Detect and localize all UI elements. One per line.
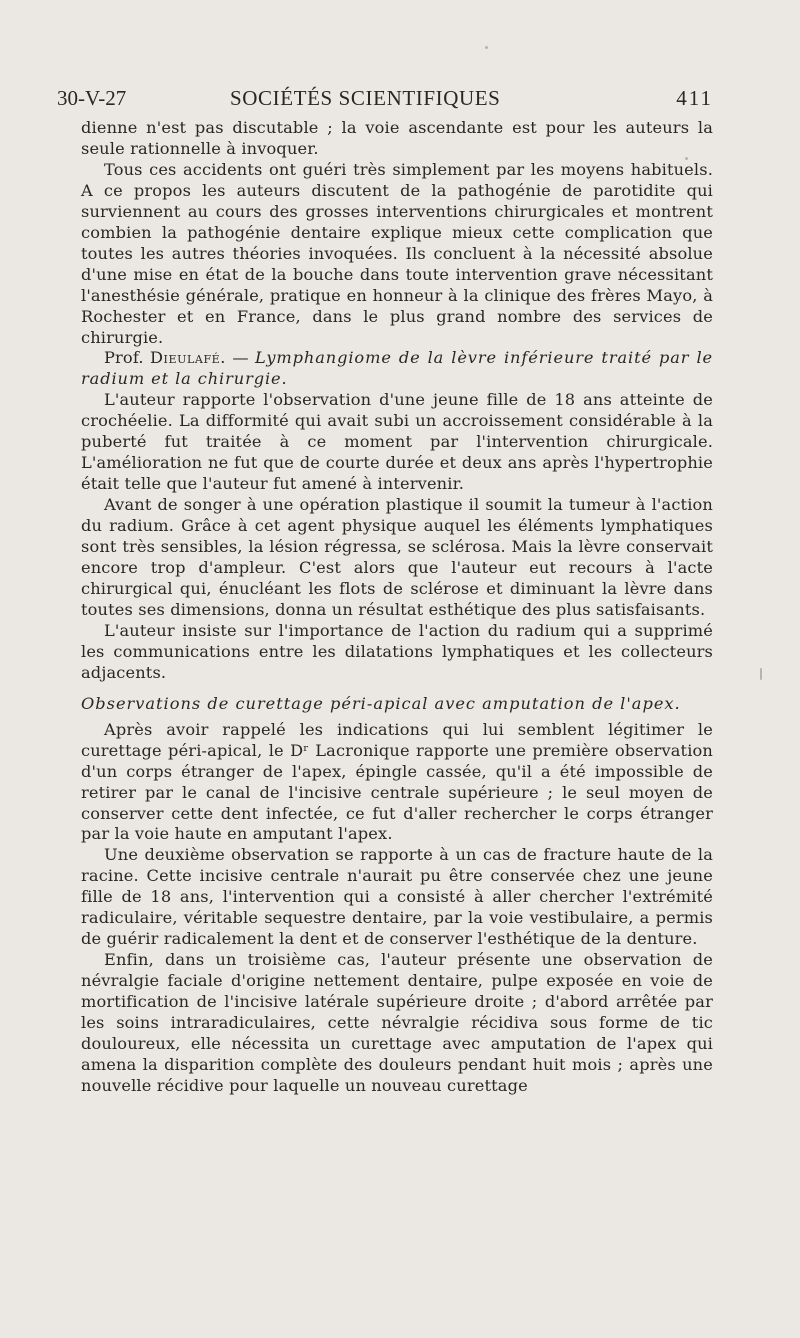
paper-speck	[685, 157, 688, 160]
communication-title: Lymphangiome de la lèvre inférieure traité par le radium et la chirurgie.	[81, 348, 714, 389]
header-title: SOCIÉTÉS SCIENTIFIQUES	[230, 86, 501, 110]
paper-speck	[485, 46, 488, 49]
communication-heading	[81, 348, 713, 390]
section-title: Observations de curettage péri-apical avec amputation de l'apex.	[81, 693, 681, 713]
paragraph: Avant de songer à une opération plastique il soumit la tumeur à l'action du radium. Grâce à cet agent physique auquel les éléments lymphatiques sont très sensibles, la lésion régressa, se sclérosa. Mais la lèvre conservait encore trop d'ampleur. C'est alors que l'auteur eut recours à l'acte chirurgical qui, énucléant les flots de sclérose et diminuant la lèvre dans toutes ses dimensions, donna un résultat esthétique des plus satisfaisants.	[81, 495, 713, 619]
paper-speck	[760, 668, 762, 680]
paragraph: Tous ces accidents ont guéri très simplement par les moyens habituels. A ce propos les auteurs discutent de la pathogénie de parotidite qui surviennent au cours des grosses interventions chirurgicales et montrent combien la pathogénie dentaire explique mieux cette complication que toutes les autres théories invoquées. Ils concluent à la nécessité absolue d'une mise en état de la bouche dans toute intervention grave nécessitant l'anesthésie générale, pratique en honneur à la clinique des frères Mayo, à Rochester et en France, dans le plus grand nombre des services de chirurgie.	[81, 159, 713, 347]
paragraph: L'auteur rapporte l'observation d'une jeune fille de 18 ans atteinte de crochéelie. La difformité qui avait subi un accroissement considérable à la puberté fut traitée à ce moment par l'intervention chirurgicale. L'amélioration ne fut que de courte durée et deux ans après l'hypertrophie était telle que l'auteur fut amené à intervenir.	[81, 390, 713, 494]
article-body	[81, 118, 713, 1097]
page-number: 411	[676, 86, 713, 110]
paragraph: Une deuxième observation se rapporte à un cas de fracture haute de la racine. Cette incisive centrale n'aurait pu être conservée chez une jeune fille de 18 ans, l'intervention qui a consisté à aller chercher l'extrémité radiculaire, véritable sequestre dentaire, par la voie vestibulaire, a permis de guérir radicalement la dent et de conserver l'esthétique de la denture.	[81, 845, 713, 949]
paragraph: Après avoir rappelé les indications qui lui semblent légitimer le curettage péri-apical, le Dʳ Lacronique rapporte une première observation d'un corps étranger de l'apex, épingle cassée, qu'il a été impossible de retirer par le canal de l'incisive centrale supérieure ; le seul moyen de conserver cette dent infectée, ce fut d'aller rechercher le corps étranger par la voie haute en amputant l'apex.	[81, 719, 713, 844]
communication-prefix: Prof.	[104, 348, 144, 368]
running-head	[57, 86, 713, 110]
paragraph: dienne n'est pas discutable ; la voie ascendante est pour les auteurs la seule rationnelle à invoquer.	[81, 118, 713, 158]
paragraph: Enfin, dans un troisième cas, l'auteur présente une observation de névralgie faciale d'origine nettement dentaire, pulpe exposée en voie de mortification de l'incisive latérale supérieure droite ; d'abord arrêtée par les soins intraradiculaires, cette névralgie récidiva sous forme de tic douloureux, elle nécessita un curettage avec amputation de l'apex qui amena la disparition complète des douleurs pendant huit mois ; après une nouvelle récidive pour laquelle un nouveau curettage	[81, 950, 713, 1095]
communication-author: Dieulafé.	[149, 348, 227, 368]
paragraph: L'auteur insiste sur l'importance de l'action du radium qui a supprimé les communications entre les dilatations lymphatiques et les collecteurs adjacents.	[81, 620, 713, 682]
header-date: 30-V-27	[57, 86, 127, 110]
communication-dash: —	[232, 348, 249, 368]
